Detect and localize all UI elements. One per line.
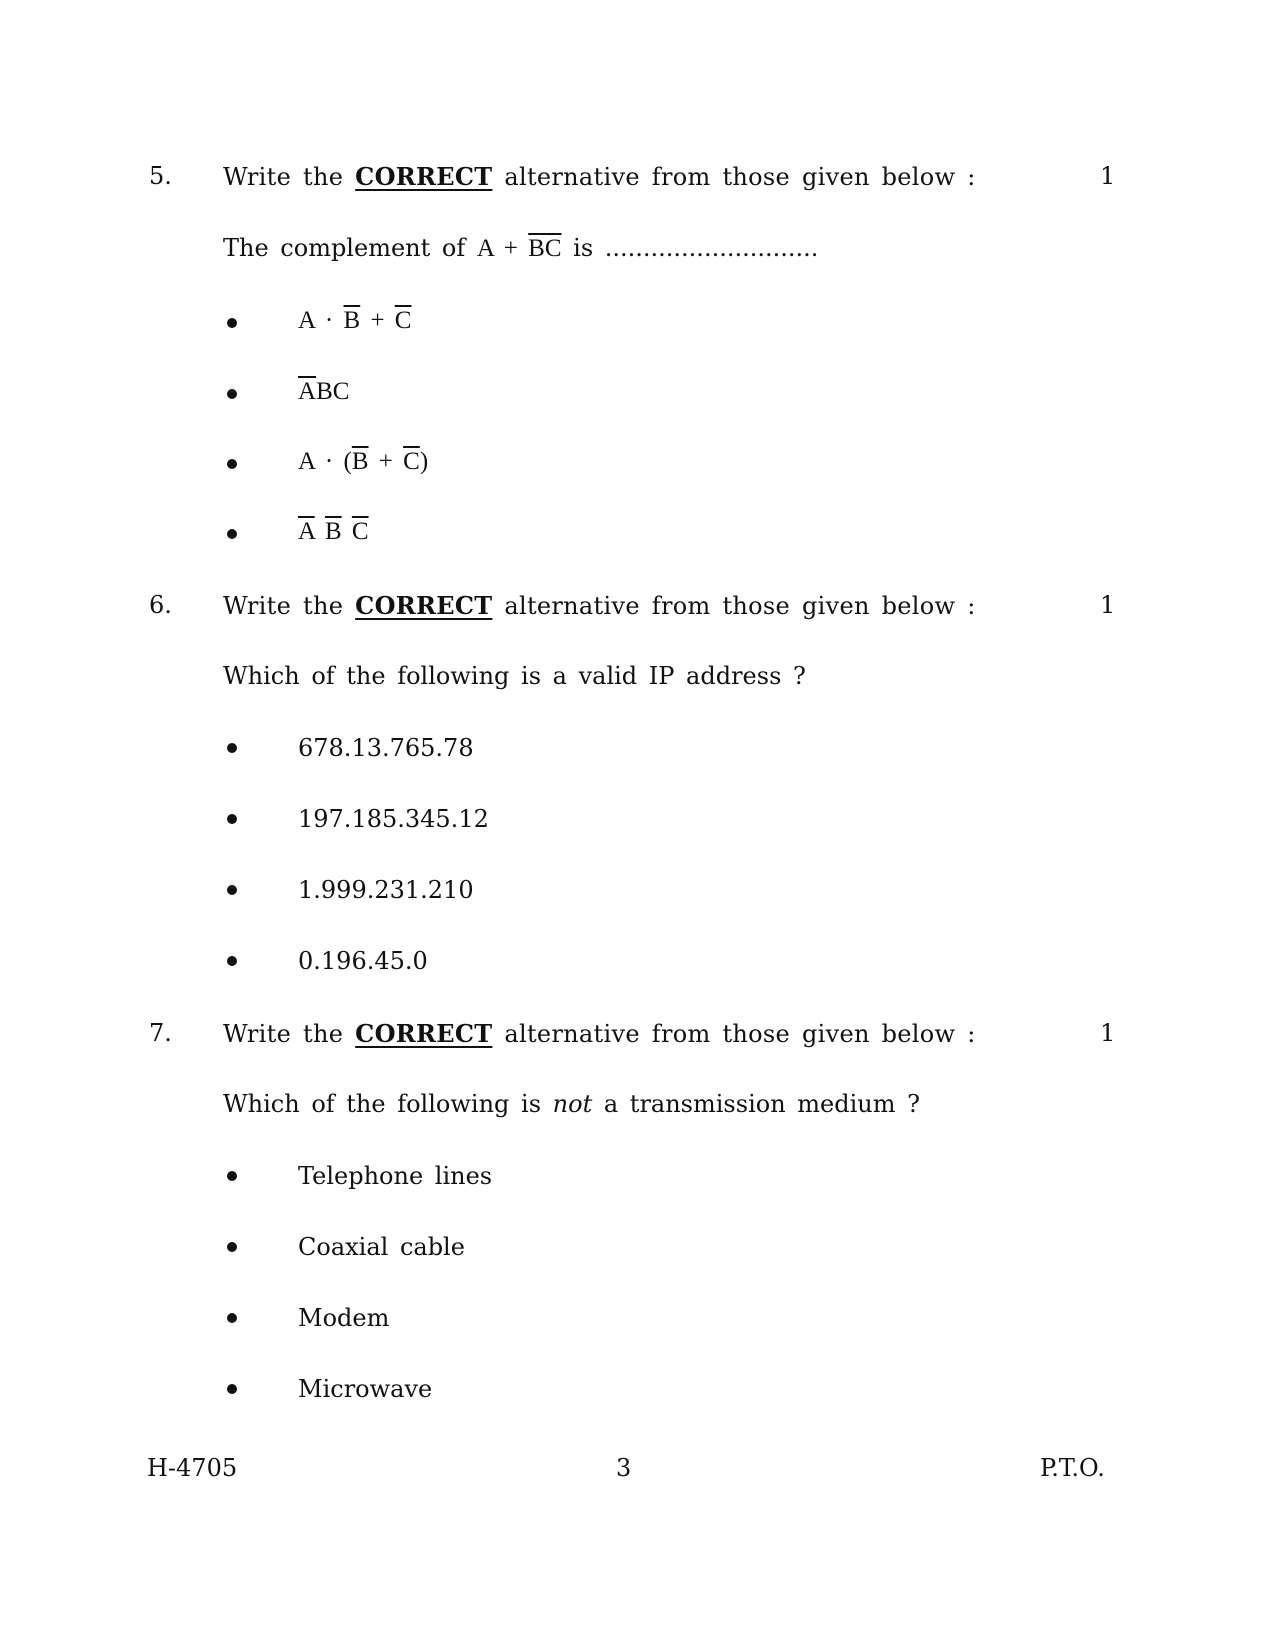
question-text-part: is ............................ [573,234,819,262]
instruction-text: alternative from those given below : [504,592,976,620]
expr-overlined: $\overline{C}$ [351,518,369,545]
bullet [227,885,237,895]
question-number: 7. [149,1019,172,1047]
math-expression [477,235,562,262]
page-number: 3 [616,1454,632,1482]
expr-part: + [368,448,404,475]
expr-part: A · [298,307,344,334]
question-instruction [223,162,976,191]
instruction-emphasis: CORRECT [355,1019,493,1048]
bullet [227,318,237,328]
question-text [223,234,818,263]
bullet [227,814,237,824]
expr-part: + [360,307,395,334]
expr-overlined: $\overline{B}$ [343,307,361,334]
option-item: 1.999.231.210 [298,876,474,904]
question-text-emphasis: not [552,1090,593,1118]
instruction-text: Write the [223,592,344,620]
expr-overlined: $\overline{A}$ [298,518,315,545]
expr-part [342,518,352,545]
instruction-emphasis: CORRECT [355,162,493,191]
instruction-text: Write the [223,163,344,191]
expr-overlined: $\overline{A}$ [298,378,317,405]
expr-part: A · ( [298,448,352,475]
bullet [227,1171,237,1181]
expr-overlined: $\overline{B}$ [351,448,369,475]
question-instruction [223,1019,976,1048]
expr-part: A + [476,235,529,262]
expr-overlined: $\overline{C}$ [394,307,412,334]
instruction-text: alternative from those given below : [504,1020,976,1048]
option-item [298,448,428,476]
pto-label: P.T.O. [1040,1454,1105,1482]
bullet [227,1384,237,1394]
bullet [227,1242,237,1252]
bullet [227,743,237,753]
option-item [298,518,369,546]
question-text [223,1090,920,1118]
bullet [227,389,237,399]
option-item: 678.13.765.78 [298,734,474,762]
option-item: Modem [298,1304,390,1332]
paper-code: H-4705 [147,1454,238,1482]
question-number: 5. [149,162,172,190]
question-text: Which of the following is a valid IP address ? [223,662,806,690]
option-item: Coaxial cable [298,1233,465,1261]
option-item: 197.185.345.12 [298,805,489,833]
question-marks: 1 [1100,1019,1116,1047]
option-item [298,307,411,335]
expr-overlined: $\overline{B}$ [324,518,342,545]
expr-part [315,518,325,545]
bullet [227,459,237,469]
question-text-part: a transmission medium ? [603,1090,920,1118]
expr-part: BC [316,378,350,405]
expr-overlined: $\overline{C}$ [403,448,420,475]
expr-overlined: $\overline{BC}$ [528,235,562,262]
instruction-text: Write the [223,1020,344,1048]
question-marks: 1 [1100,591,1116,619]
option-item: Telephone lines [298,1162,493,1190]
bullet [227,1313,237,1323]
question-number: 6. [149,591,172,619]
instruction-text: alternative from those given below : [504,163,976,191]
option-item: Microwave [298,1375,433,1403]
option-item: 0.196.45.0 [298,947,428,975]
question-marks: 1 [1100,162,1116,190]
expr-part: ) [419,448,429,475]
question-text-part: Which of the following is [223,1090,542,1118]
bullet [227,529,237,539]
question-text-part: The complement of [223,234,466,262]
question-instruction [223,591,976,620]
option-item [298,378,349,406]
bullet [227,956,237,966]
instruction-emphasis: CORRECT [355,591,493,620]
